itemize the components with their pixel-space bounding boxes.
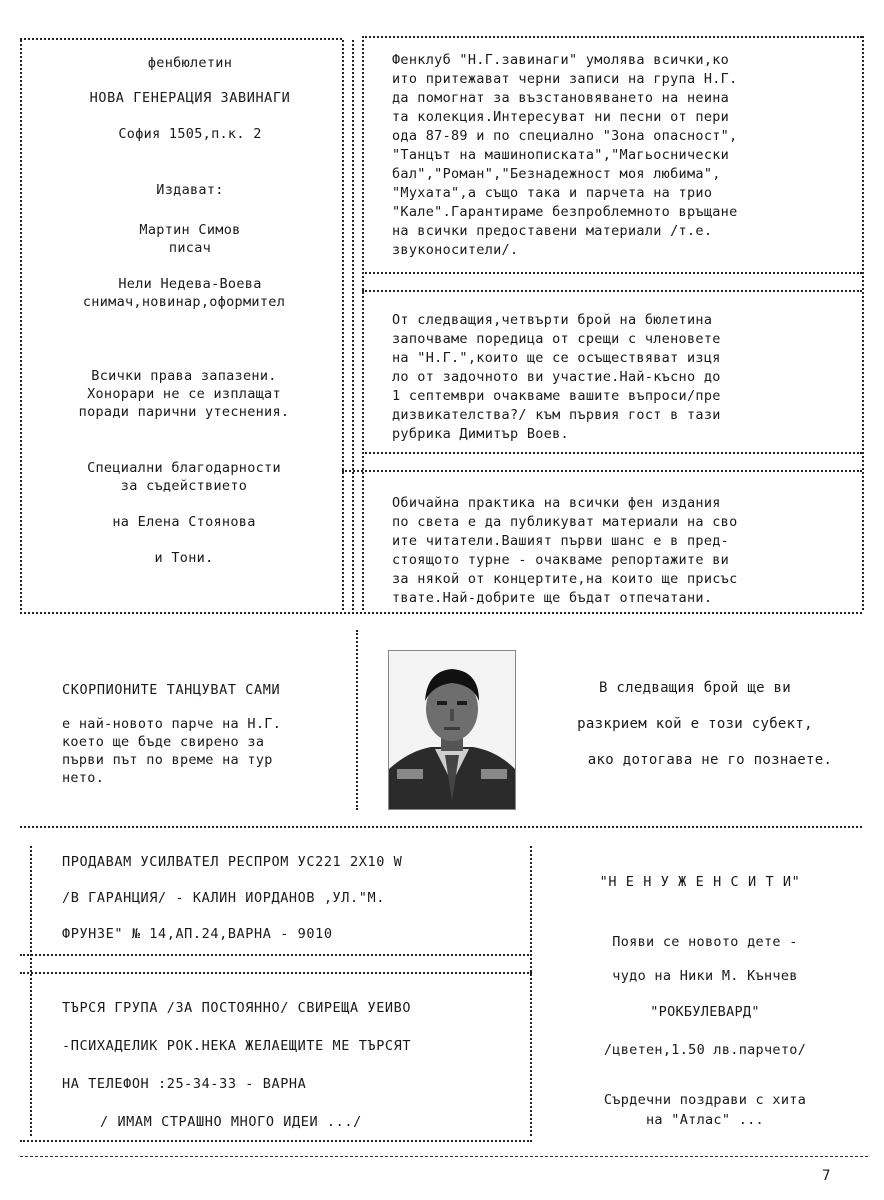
notice-line: Фенклуб "Н.Г.завинаги" умолява всички,ко: [392, 52, 730, 68]
publisher1-role: писач: [168, 240, 212, 256]
notice-line: за някой от концертите,на които ще присъс: [392, 571, 738, 587]
notice-line: та колекция.Интересуват ни песни от пери: [392, 109, 730, 125]
nenuzhen-line: на "Атлас" ...: [646, 1112, 764, 1128]
col-divider-b: [352, 40, 354, 610]
masthead-address: София 1505,п.к. 2: [118, 126, 262, 142]
notice-line: по света е да публикуват материали на сво: [392, 514, 738, 530]
nenuzhen-line: Появи се новото дете -: [612, 934, 798, 950]
notice-line: твате.Най-добрите ще бъдат отпечатани.: [392, 590, 713, 606]
notice-line: Обичайна практика на всички фен издания: [392, 495, 721, 511]
ad-separator-1: [20, 954, 532, 956]
publishers-label: Издават:: [156, 182, 224, 198]
rights-line: Всички права запазени.: [91, 368, 277, 384]
nenuzhen-title: "Н Е Н У Ж Е Н С И Т И": [599, 874, 801, 890]
notice-separator-1: [362, 272, 862, 274]
thanks-line: Специални благодарности: [87, 460, 281, 476]
section-divider-bottom: [20, 826, 862, 828]
nenuzhen-line: "РОКБУЛЕВАРД": [650, 1004, 760, 1020]
nenuzhen-line: Сърдечни поздрави с хита: [603, 1092, 807, 1108]
notice-separator-2: [362, 290, 862, 292]
ad-sale-line: ФРУНЗЕ" № 14,АП.24,ВАРНА - 9010: [62, 926, 333, 942]
notice-line: "Мухата",а също така и парчета на трио: [392, 185, 713, 201]
section-divider-top: [20, 612, 862, 614]
notice-line: дизвикателства?/ към първия гост в тази: [392, 407, 721, 423]
left-border: [20, 40, 22, 610]
nenuzhen-line: /цветен,1.50 лв.парчето/: [603, 1042, 807, 1058]
ad-separator-3: [20, 1140, 532, 1142]
scorpions-title: СКОРПИОНИТЕ ТАНЦУВАТ САМИ: [62, 682, 281, 698]
scorpions-line: нето.: [62, 770, 105, 786]
notice-line: стоящото турне - очакваме репортажите ви: [392, 552, 730, 568]
page-bottom-rule: [20, 1156, 868, 1157]
ad-sale-line: ПРОДАВАМ УСИЛВАТЕЛ РЕСПРОМ УС221 2Х10 W: [62, 854, 403, 870]
masthead-name: НОВА ГЕНЕРАЦИЯ ЗАВИНАГИ: [89, 90, 291, 106]
ad-search-line: НА ТЕЛЕФОН :25-34-33 - ВАРНА: [62, 1076, 307, 1092]
notice-line: на "Н.Г.",които ще се осъществяват изця: [392, 350, 721, 366]
col-divider-a: [342, 40, 344, 610]
thanks-line: за съдействието: [120, 478, 248, 494]
portrait-photo-image: [389, 651, 515, 809]
scorpions-line: което ще бъде свирено за: [62, 734, 265, 750]
notice-line: "Кале".Гарантираме безпроблемното връщане: [392, 204, 738, 220]
bottom-left-border: [30, 846, 32, 1136]
notice-line: рубрика Димитър Воев.: [392, 426, 569, 442]
nenuzhen-line: чудо на Ники М. Кънчев: [612, 968, 798, 984]
bottom-divider: [530, 846, 532, 1136]
thanks-line: на Елена Стоянова: [112, 514, 256, 530]
ad-search-line: -ПСИХАДЕЛИК РОК.НЕКА ЖЕЛАЕЩИТЕ МЕ ТЪРСЯТ: [62, 1038, 412, 1054]
notice-line: звуконосители/.: [392, 242, 519, 258]
scorpions-line: първи път по време на тур: [62, 752, 273, 768]
scorpions-line: е най-новото парче на Н.Г.: [62, 716, 282, 732]
notice-line: бал","Роман","Безнадежност моя любима",: [392, 166, 721, 182]
ad-search-line: ТЪРСЯ ГРУПА /ЗА ПОСТОЯННО/ СВИРЕЩА УЕИВО: [62, 1000, 412, 1016]
photo-caption-line: В следващия брой ще ви: [598, 680, 792, 696]
notice-line: От следващия,четвърти брой на бюлетина: [392, 312, 713, 328]
ad-search-line: / ИМАМ СТРАШНО МНОГО ИДЕИ .../: [100, 1114, 362, 1130]
notice-line: ода 87-89 и по специално "Зона опасност",: [392, 128, 738, 144]
rights-line: Хонорари не се изплащат: [87, 386, 281, 402]
notice-line: 1 септември очакваме вашите въпроси/пре: [392, 388, 721, 404]
rights-line: поради парични утеснения.: [78, 404, 290, 420]
top-border-left: [20, 38, 342, 40]
publisher2-role: снимач,новинар,оформител: [82, 294, 286, 310]
masthead-title: фенбюлетин: [147, 55, 233, 71]
notice-line: ито притежават черни записи на група Н.Г.: [392, 71, 738, 87]
thanks-line: и Тони.: [154, 550, 214, 566]
notice-line: "Танцът на машинописката","Магьоснически: [392, 147, 730, 163]
col-divider-c: [362, 36, 364, 610]
middle-divider-left: [356, 630, 358, 810]
notice-line: започваме поредица от срещи с членовете: [392, 331, 721, 347]
publisher1-name: Мартин Симов: [139, 222, 241, 238]
page-number: 7: [822, 1168, 831, 1184]
notice-separator-4: [342, 470, 862, 472]
notice-line: ите читатели.Вашият първи шанс е в пред-: [392, 533, 730, 549]
ad-sale-line: /В ГАРАНЦИЯ/ - КАЛИН ИОРДАНОВ ,УЛ."М.: [62, 890, 385, 906]
publisher2-name: Нели Недева-Воева: [118, 276, 262, 292]
notice-line: на всички предоставени материали /т.е.: [392, 223, 713, 239]
notice-line: да помогнат за възстановяването на неина: [392, 90, 730, 106]
notice-line: ло от задочното ви участие.Най-късно до: [392, 369, 721, 385]
right-border: [862, 36, 864, 610]
portrait-photo: [388, 650, 516, 810]
notice-separator-3: [362, 452, 862, 454]
top-border-right: [362, 36, 862, 38]
ad-separator-2: [20, 972, 532, 974]
photo-caption-line: ако дотогава не го познаете.: [587, 752, 833, 768]
photo-caption-line: разкрием кой е този субект,: [577, 716, 813, 732]
